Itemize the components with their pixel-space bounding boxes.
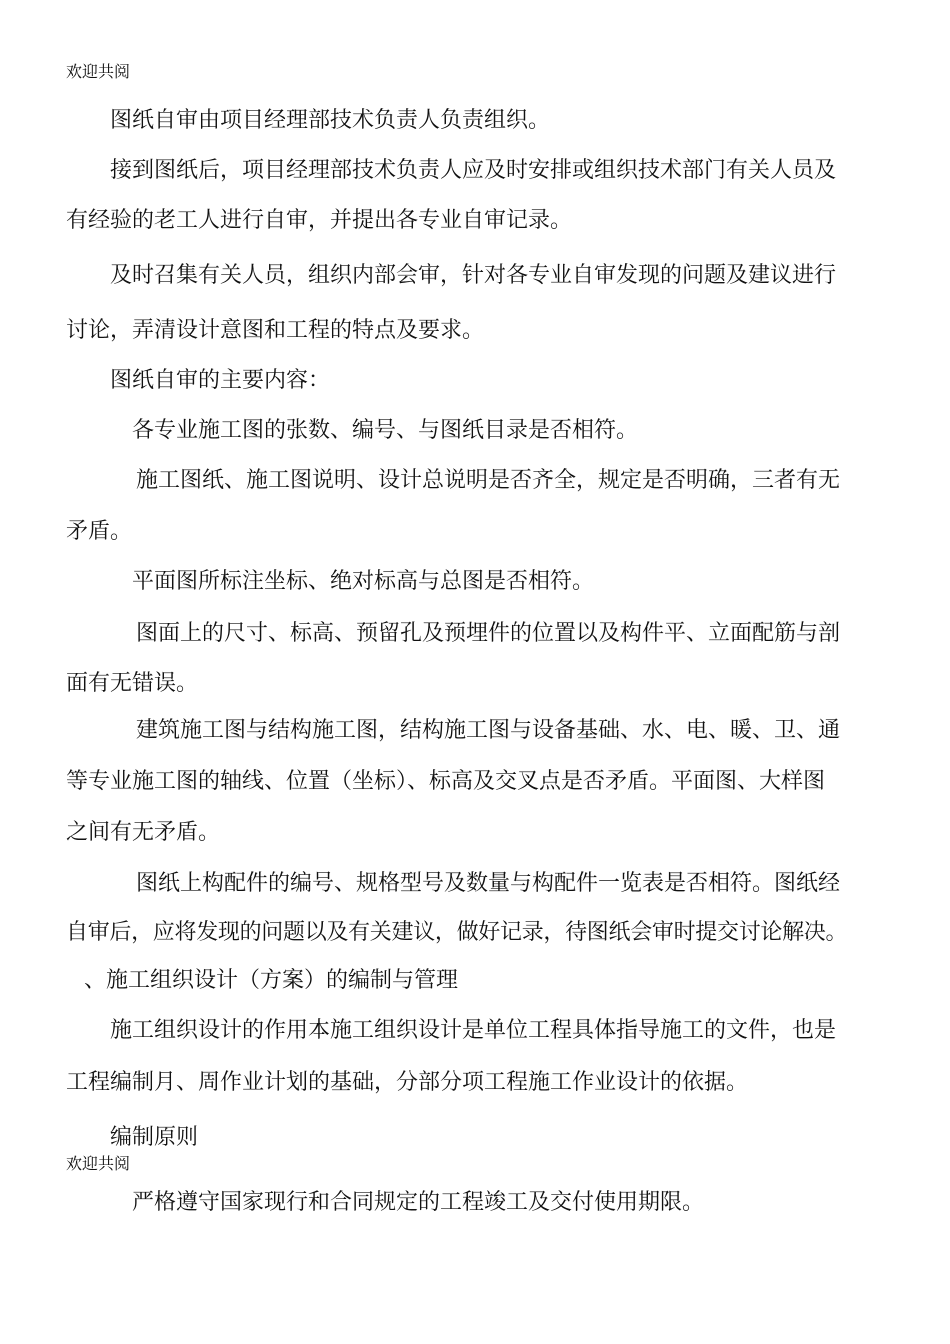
paragraph-line: 及时召集有关人员，组织内部会审，针对各专业自审发现的问题及建议进行 [110,263,837,288]
paragraph-line: 等专业施工图的轴线、位置（坐标）、标高及交叉点是否矛盾。平面图、大样图 [66,769,826,794]
paragraph-line: 接到图纸后，项目经理部技术负责人应及时安排或组织技术部门有关人员及 [110,158,837,183]
paragraph-line: 讨论，弄清设计意图和工程的特点及要求。 [66,318,485,343]
paragraph-line: 平面图所标注坐标、绝对标高与总图是否相符。 [132,569,595,594]
page-header-watermark-mid: 欢迎共阅 [66,1154,131,1173]
paragraph-line: 施工图纸、施工图说明、设计总说明是否齐全，规定是否明确，三者有无 [136,468,841,493]
paragraph-line: 面有无错误。 [66,671,199,696]
section-heading: 、施工组织设计（方案）的编制与管理 [84,968,459,993]
paragraph-line: 建筑施工图与结构施工图，结构施工图与设备基础、水、电、暖、卫、通 [136,718,841,743]
paragraph-line: 自审后，应将发现的问题以及有关建议，做好记录，待图纸会审时提交讨论解决。 [66,920,848,945]
paragraph-line: 图纸上构配件的编号、规格型号及数量与构配件一览表是否相符。图纸经 [136,871,841,896]
page-header-watermark-top: 欢迎共阅 [66,62,131,81]
paragraph-line: 各专业施工图的张数、编号、与图纸目录是否相符。 [132,418,639,443]
paragraph-line: 之间有无矛盾。 [66,820,221,845]
paragraph-line: 施工组织设计的作用本施工组织设计是单位工程具体指导施工的文件，也是 [110,1018,837,1043]
paragraph-line: 图纸自审由项目经理部技术负责人负责组织。 [110,108,551,133]
paragraph-line: 矛盾。 [66,519,133,544]
section-subheading: 编制原则 [110,1125,199,1150]
paragraph-line: 图面上的尺寸、标高、预留孔及预埋件的位置以及构件平、立面配筋与剖 [136,621,841,646]
paragraph-line: 严格遵守国家现行和合同规定的工程竣工及交付使用期限。 [132,1190,705,1215]
section-subheading: 图纸自审的主要内容： [110,368,331,393]
paragraph-line: 有经验的老工人进行自审，并提出各专业自审记录。 [66,208,573,233]
paragraph-line: 工程编制月、周作业计划的基础，分部分项工程施工作业设计的依据。 [66,1070,749,1095]
